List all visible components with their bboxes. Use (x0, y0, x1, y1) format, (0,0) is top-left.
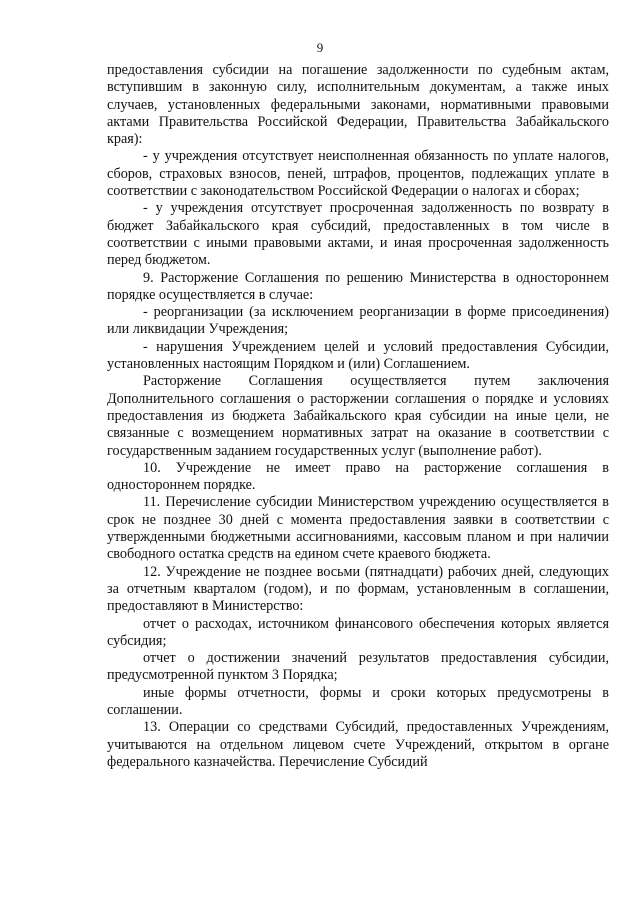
paragraph-overdue-debt: - у учреждения отсутствует просроченная задолженность по возврату в бюджет Забайкальского края субсидий, предоставленных в том числе в соответствии с иными правовыми актами, и иная просроченная задолженность перед бюджетом. (107, 200, 609, 269)
paragraph-other-reports: иные формы отчетности, формы и сроки которых предусмотрены в соглашении. (107, 684, 609, 718)
paragraph-termination: Расторжение Соглашения осуществляется путем заключения Дополнительного соглашения о расторжении соглашения о порядке и условиях предоставления из бюджета Забайкальского края субсидии на иные цели, не связанные с возмещением нормативных затрат на оказание в соответствии с государственным заданием государственных услуг (выполнение работ). (107, 373, 609, 459)
paragraph-clause-9: 9. Расторжение Соглашения по решению Министерства в одностороннем порядке осуществляется в случае: (107, 269, 609, 303)
paragraph-results-report: отчет о достижении значений результатов предоставления субсидии, предусмотренной пунктом 3 Порядка; (107, 650, 609, 684)
paragraph-continuation: предоставления субсидии на погашение задолженности по судебным актам, вступившим в законную силу, исполнительным документам, а также иных случаев, установленных федеральными законами, нормативными правовыми актами Правительства Российской Федерации, Правительства Забайкальского края): (107, 62, 609, 148)
paragraph-tax-obligation: - у учреждения отсутствует неисполненная обязанность по уплате налогов, сборов, страховых взносов, пеней, штрафов, процентов, подлежащих уплате в соответствии с законодательством Российской Федерации о налогах и сборах; (107, 148, 609, 200)
page-number: 9 (316, 40, 324, 55)
paragraph-clause-12: 12. Учреждение не позднее восьми (пятнадцати) рабочих дней, следующих за отчетным кварталом (годом), и по формам, установленным в соглашении, предоставляют в Министерство: (107, 563, 609, 615)
document-body (107, 62, 609, 771)
paragraph-expense-report: отчет о расходах, источником финансового обеспечения которых является субсидия; (107, 615, 609, 649)
paragraph-clause-11: 11. Перечисление субсидии Министерством учреждению осуществляется в срок не позднее 30 дней с момента предоставления заявки в соответствии с утвержденными бюджетными ассигнованиями, кассовым планом и при наличии свободного остатка средств на едином счете краевого бюджета. (107, 494, 609, 563)
paragraph-reorganization: - реорганизации (за исключением реорганизации в форме присоединения) или ликвидации Учреждения; (107, 304, 609, 338)
paragraph-violation: - нарушения Учреждением целей и условий предоставления Субсидии, установленных настоящим Порядком и (или) Соглашением. (107, 338, 609, 373)
paragraph-clause-10: 10. Учреждение не имеет право на расторжение соглашения в одностороннем порядке. (107, 459, 609, 494)
paragraph-clause-13: 13. Операции со средствами Субсидий, предоставленных Учреждениям, учитываются на отдельном лицевом счете Учреждений, открытом в органе федерального казначейства. Перечисление Субсидий (107, 719, 609, 770)
